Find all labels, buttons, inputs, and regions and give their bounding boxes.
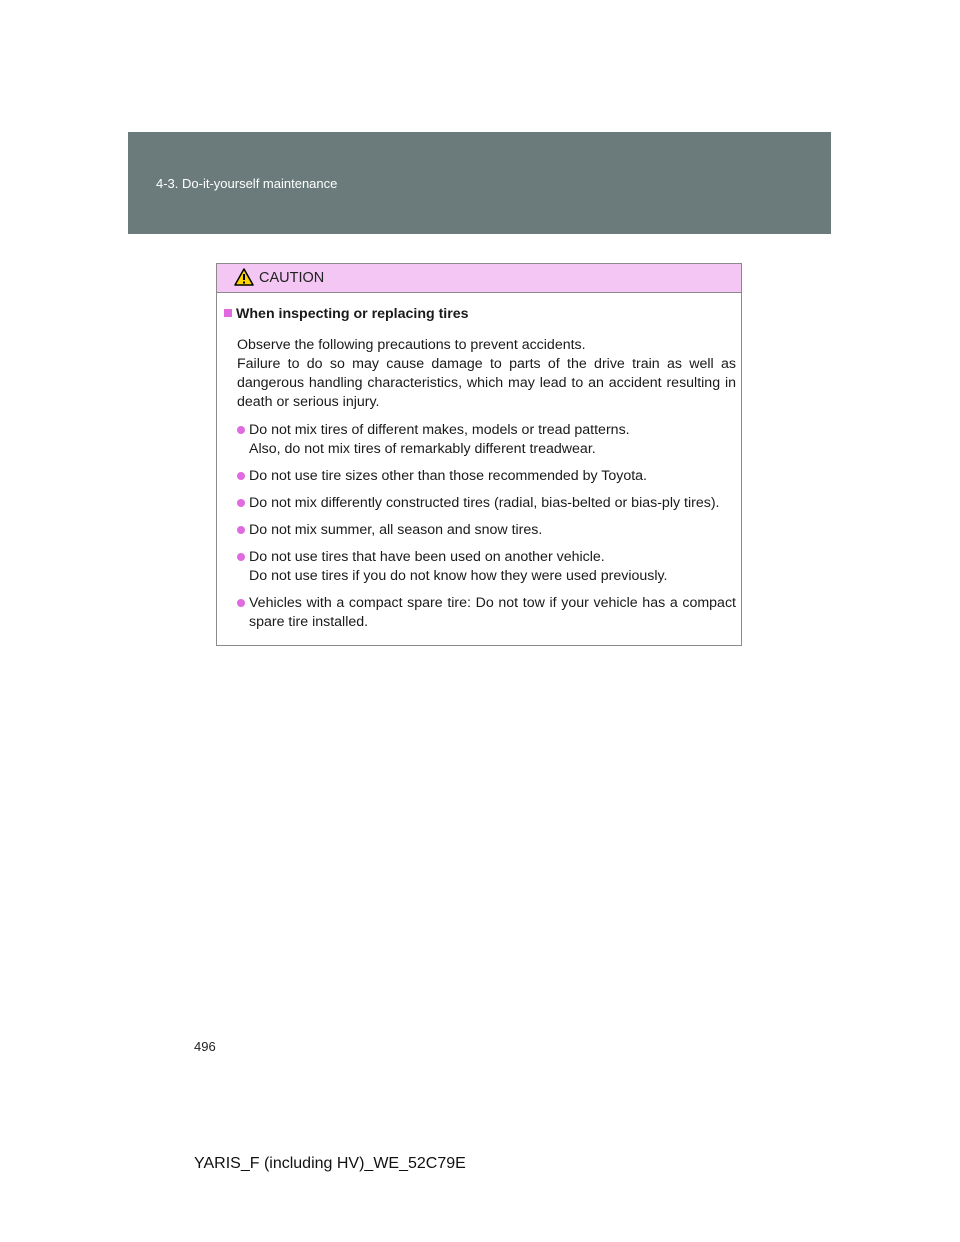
round-bullet-icon bbox=[237, 499, 245, 507]
document-id: YARIS_F (including HV)_WE_52C79E bbox=[194, 1155, 466, 1172]
section-title: 4-3. Do-it-yourself maintenance bbox=[156, 176, 338, 191]
list-item bbox=[223, 594, 736, 632]
intro-line: Observe the following precautions to prevent accidents. bbox=[237, 337, 586, 353]
section-header-band bbox=[128, 132, 831, 234]
list-item bbox=[223, 467, 736, 486]
square-bullet-icon bbox=[224, 309, 232, 317]
list-item bbox=[223, 421, 736, 459]
round-bullet-icon bbox=[237, 553, 245, 561]
caution-box bbox=[216, 263, 742, 646]
list-item-text: Also, do not mix tires of remarkably different treadwear. bbox=[249, 441, 596, 457]
round-bullet-icon bbox=[237, 526, 245, 534]
list-item bbox=[223, 548, 736, 586]
list-item-text: Do not mix tires of different makes, models or tread patterns. bbox=[249, 422, 630, 438]
round-bullet-icon bbox=[237, 426, 245, 434]
round-bullet-icon bbox=[237, 599, 245, 607]
warning-triangle-icon bbox=[234, 268, 254, 286]
list-item bbox=[223, 521, 736, 540]
caution-heading bbox=[223, 305, 736, 324]
list-item bbox=[223, 494, 736, 513]
caution-intro bbox=[223, 336, 736, 412]
intro-line: Failure to do so may cause damage to parts of the drive train as well as dangerous handling characteristics, which may lead to an accident resulting in death or serious injury. bbox=[237, 356, 736, 410]
caution-header bbox=[217, 264, 741, 293]
caution-heading-text: When inspecting or replacing tires bbox=[236, 306, 469, 322]
page-number: 496 bbox=[194, 1039, 216, 1054]
caution-title: CAUTION bbox=[259, 270, 325, 286]
list-item-text: Do not mix summer, all season and snow tires. bbox=[249, 522, 543, 538]
list-item-text: Vehicles with a compact spare tire: Do not tow if your vehicle has a compact spare tire installed. bbox=[249, 595, 736, 630]
round-bullet-icon bbox=[237, 472, 245, 480]
list-item-text: Do not use tires that have been used on another vehicle. bbox=[249, 549, 605, 565]
list-item-text: Do not use tires if you do not know how they were used previously. bbox=[249, 568, 668, 584]
caution-body bbox=[217, 293, 741, 632]
list-item-text: Do not use tire sizes other than those recommended by Toyota. bbox=[249, 468, 647, 484]
list-item-text: Do not mix differently constructed tires (radial, bias-belted or bias-ply tires). bbox=[249, 495, 720, 511]
